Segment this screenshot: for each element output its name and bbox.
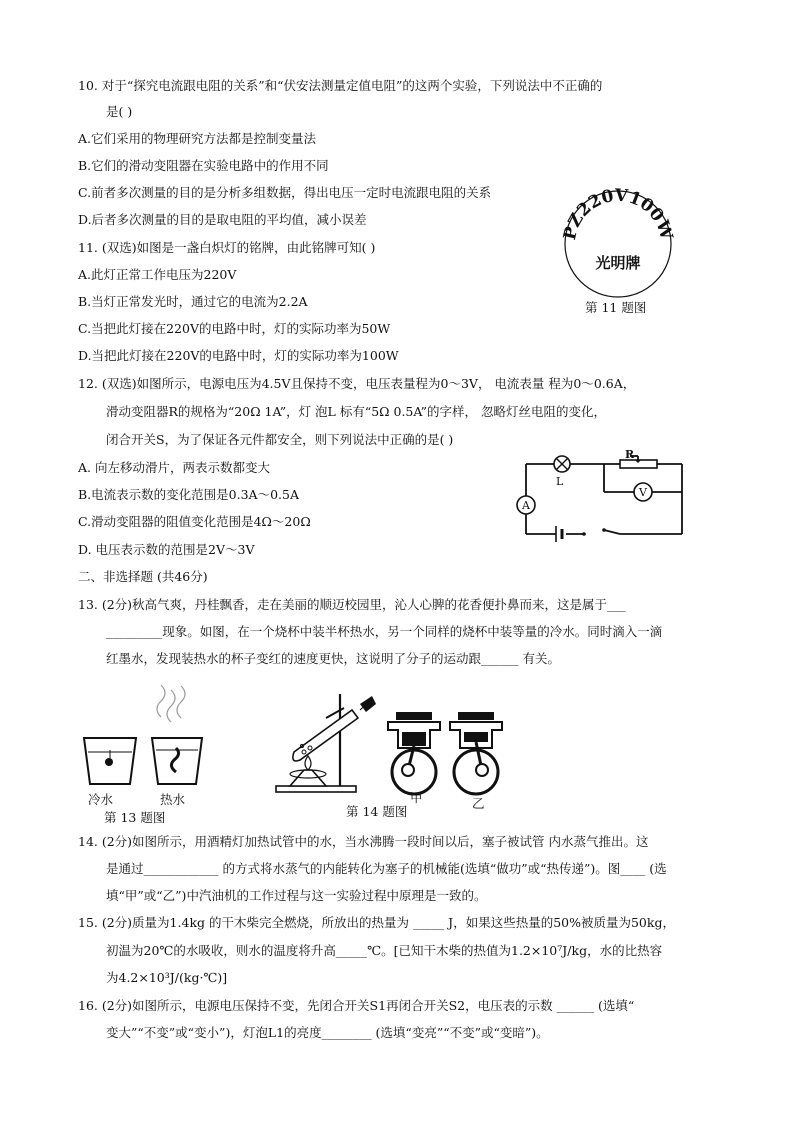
q16-stem-line1: 16. (2分)如图所示，电源电压保持不变，先闭合开关S1再闭合开关S2，电压表的示数 ______ (选填“ <box>78 998 635 1013</box>
q16-stem-line2: 变大”“不变”或“变小”)，灯泡L1的亮度________ (选填“变亮”“不变”或“变暗”)。 <box>106 1025 549 1040</box>
q10-option-b: B.它们的滑动变阻器在实验电路中的作用不同 <box>78 158 329 173</box>
q13-figure-caption: 第 13 题图 <box>104 810 166 825</box>
q10-stem-line1: 10. 对于“探究电流跟电阻的关系”和“伏安法测量定值电阻”的这两个实验，下列说法中不正确的 <box>78 78 603 93</box>
q12-circuit-diagram <box>512 448 692 542</box>
q11-option-c: C.当把此灯接在220V的电路中时，灯的实际功率为50W <box>78 321 391 336</box>
cold-water-label: 冷水 <box>88 792 114 807</box>
q12-stem-line2: 滑动变阻器R的规格为“20Ω 1A”，灯 泡L 标有“5Ω 0.5A”的字样， 忽略灯丝电阻的变化， <box>106 404 606 419</box>
q10-option-d: D.后者多次测量的目的是取电阻的平均值，减小误差 <box>78 212 367 227</box>
bulb-nameplate-figure <box>560 185 677 296</box>
stopper <box>360 696 376 712</box>
q10-option-a: A.它们采用的物理研究方法都是控制变量法 <box>78 131 317 146</box>
piston-jia <box>402 732 426 746</box>
q10-stem-line2: 是( ) <box>106 104 133 119</box>
stand-base <box>276 786 356 792</box>
nameplate-rating: PZ220V100W <box>560 185 677 243</box>
q12-stem-line3: 闭合开关S，为了保证各元件都安全，则下列说法中正确的是( ) <box>106 432 454 447</box>
q12-option-d: D. 电压表示数的范围是2V～3V <box>78 542 255 557</box>
ink-drop-cold <box>105 758 113 766</box>
q13-stem-line2: _________现象。如图，在一个烧杯中装半杯热水，另一个同样的烧杯中装等量的冷水。同时滴入一滴 <box>106 624 663 639</box>
q11-option-a: A.此灯正常工作电压为220V <box>78 267 237 282</box>
q14-stem-line3: 填“甲”或“乙”)中汽油机的工作过程与这一实验过程中原理是一致的。 <box>106 888 487 903</box>
label-l: L <box>556 475 564 488</box>
label-r: R <box>625 448 635 461</box>
nameplate-brand: 光明牌 <box>595 254 641 272</box>
piston-yi <box>464 732 488 742</box>
q15-stem-line3: 为4.2×10³J/(kg·℃)] <box>106 970 228 985</box>
q11-stem: 11. (双选)如图是一盏白炽灯的铭牌，由此铭牌可知( ) <box>78 240 376 255</box>
q13-stem-line3: 红墨水，发现装热水的杯子变红的速度更快，这说明了分子的运动跟______ 有关。 <box>106 651 560 666</box>
engine-label-jia: 甲 <box>410 790 423 805</box>
lamp-flame <box>305 756 311 770</box>
q12-option-c: C.滑动变阻器的阻值变化范围是4Ω～20Ω <box>78 514 311 529</box>
label-a: A <box>522 499 530 512</box>
switch-blade <box>604 530 620 534</box>
q14-stem-line1: 14. (2分)如图所示，用酒精灯加热试管中的水，当水沸腾一段时间以后，塞子被试管 内水蒸气推出。这 <box>78 834 649 849</box>
section-title: 二、非选择题 (共46分) <box>78 569 208 584</box>
q13-stem-line1: 13. (2分)秋高气爽，丹桂飘香，走在美丽的顺迈校园里，沁人心脾的花香便扑鼻而来，这是属于___ <box>78 597 626 612</box>
q12-stem-line1: 12. (双选)如图所示，电源电压为4.5V且保持不变，电压表量程为0～3V， 电流表量 程为0～0.6A， <box>78 376 636 391</box>
engine-label-yi: 乙 <box>472 796 485 811</box>
q12-option-a: A. 向左移动滑片，两表示数都变大 <box>78 460 270 475</box>
label-v: V <box>639 486 647 499</box>
hot-water-label: 热水 <box>160 792 186 807</box>
q11-figure-caption: 第 11 题图 <box>585 300 647 315</box>
q14-test-tube-apparatus <box>274 686 389 796</box>
q11-option-d: D.当把此灯接在220V的电路中时，灯的实际功率为100W <box>78 348 399 363</box>
q12-option-b: B.电流表示数的变化范围是0.3A～0.5A <box>78 487 299 502</box>
steam <box>157 685 185 722</box>
q15-stem-line2: 初温为20℃的水吸收，则水的温度将升高_____℃。[已知干木柴的热值为1.2×10⁷J/kg，水的比热容 <box>106 943 663 958</box>
engine-jia <box>384 710 444 800</box>
q15-stem-line1: 15. (2分)质量为1.4kg 的干木柴完全燃烧，所放出的热量为 _____ J，如果这些热量的50%被质量为50kg， <box>78 915 675 930</box>
q14-figure-caption: 第 14 题图 <box>346 804 408 819</box>
hot-water-beaker <box>152 738 202 784</box>
q11-option-b: B.当灯正常发光时，通过它的电流为2.2A <box>78 294 308 309</box>
q13-beakers-figure <box>76 680 216 790</box>
engine-yi <box>446 710 506 800</box>
q10-option-c: C.前者多次测量的目的是分析多组数据，得出电压一定时电流跟电阻的关系 <box>78 185 492 200</box>
q14-stem-line2: 是通过____________ 的方式将水蒸气的内能转化为塞子的机械能(选填“做功”或“热传递”)。图____ (选 <box>106 861 667 876</box>
